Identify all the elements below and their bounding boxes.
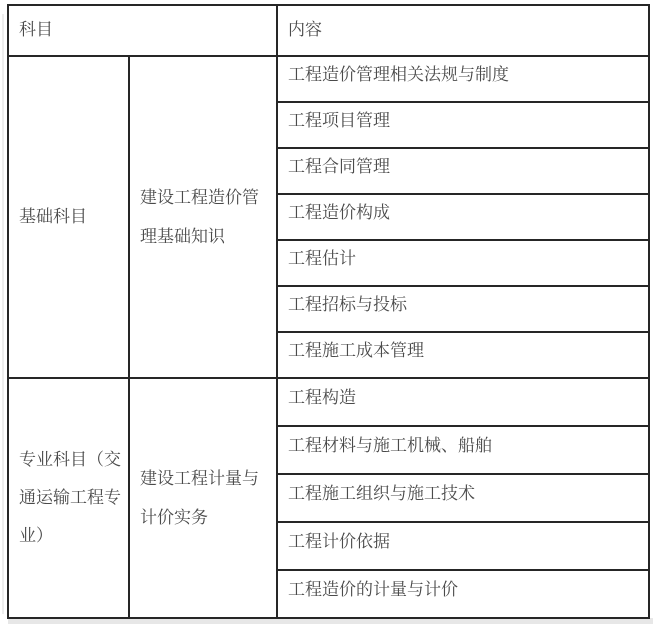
column-header-content: 内容	[277, 5, 649, 56]
course-cell-basic: 建设工程造价管理基础知识	[129, 56, 277, 378]
table-row	[8, 56, 649, 102]
course-cell-professional: 建设工程计量与计价实务	[129, 378, 277, 618]
content-cell: 工程计价依据	[277, 522, 649, 570]
page-edge-left	[2, 14, 4, 614]
table-header-row	[8, 5, 649, 56]
content-cell: 工程施工成本管理	[277, 332, 649, 378]
content-cell: 工程合同管理	[277, 148, 649, 194]
content-cell: 工程招标与投标	[277, 286, 649, 332]
category-cell-basic: 基础科目	[8, 56, 129, 378]
exam-subjects-table	[7, 4, 650, 619]
content-cell: 工程造价构成	[277, 194, 649, 240]
category-cell-professional: 专业科目（交通运输工程专业）	[8, 378, 129, 618]
content-cell: 工程造价管理相关法规与制度	[277, 56, 649, 102]
content-cell: 工程施工组织与施工技术	[277, 474, 649, 522]
content-cell: 工程材料与施工机械、船舶	[277, 426, 649, 474]
table-row	[8, 378, 649, 426]
content-cell: 工程造价的计量与计价	[277, 570, 649, 618]
content-cell: 工程项目管理	[277, 102, 649, 148]
column-header-subject: 科目	[8, 5, 277, 56]
content-cell: 工程构造	[277, 378, 649, 426]
content-cell: 工程估计	[277, 240, 649, 286]
